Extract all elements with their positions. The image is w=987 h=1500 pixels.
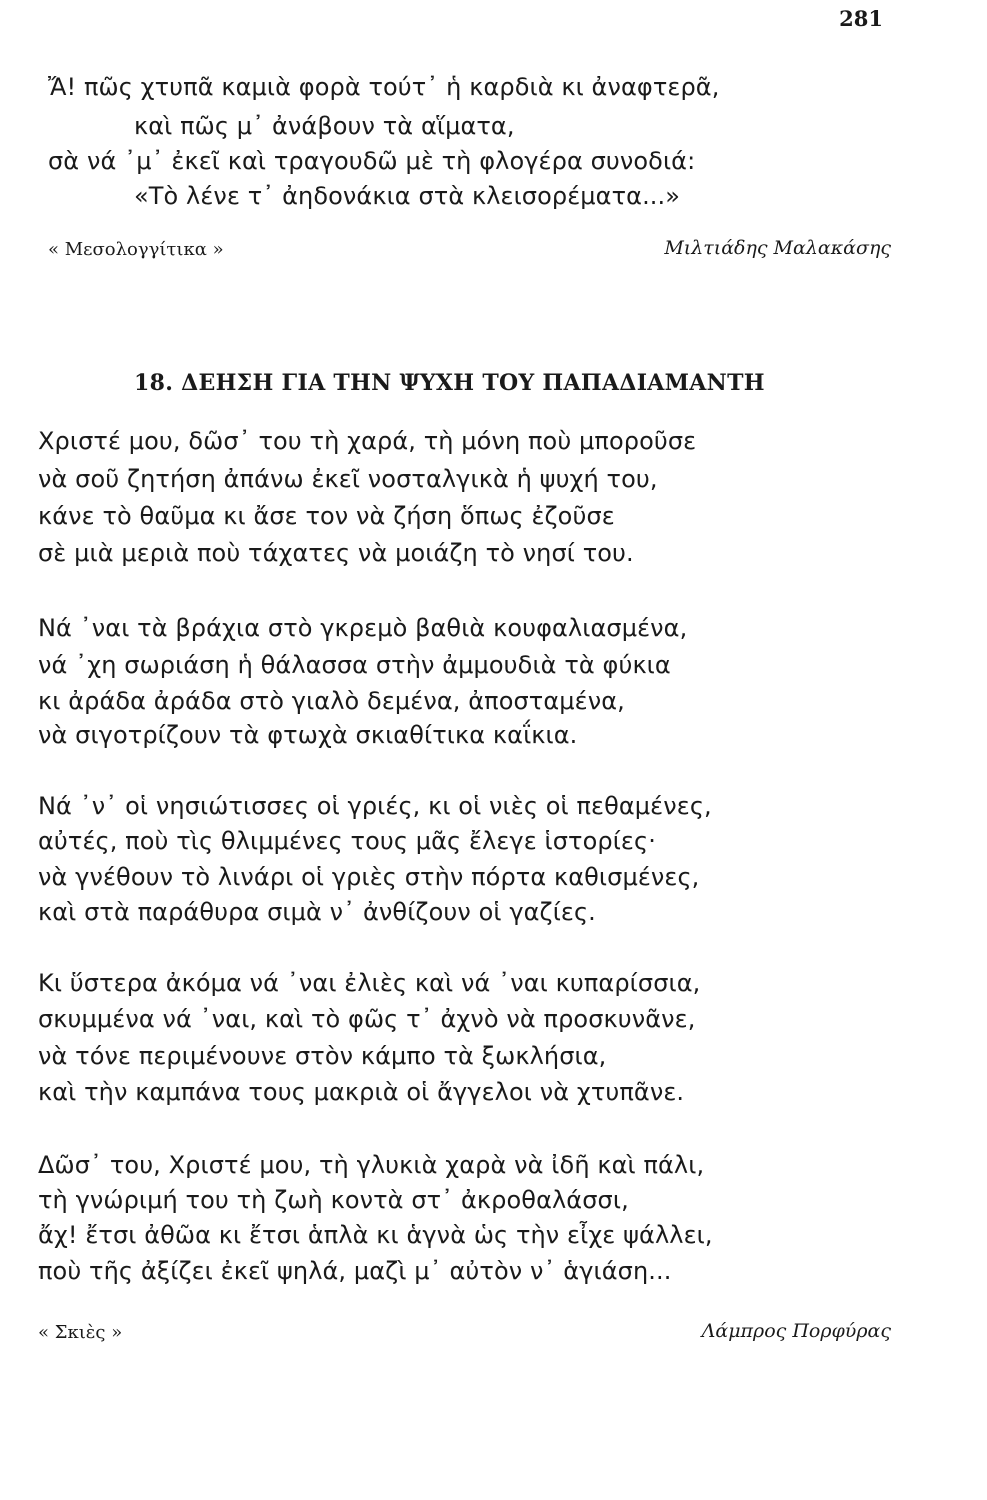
poem2-line: σκυμμένα νά ᾿ναι, καὶ τὸ φῶς τ᾿ ἀχνὸ νὰ προσκυνᾶνε, bbox=[38, 1005, 696, 1033]
poem2-line: νὰ γνέθουν τὸ λινάρι οἱ γριὲς στὴν πόρτα καθισμένες, bbox=[38, 863, 700, 891]
poem2-line: ποὺ τῆς ἀξίζει ἐκεῖ ψηλά, μαζὶ μ᾿ αὐτὸν ν᾿ ἁγιάση... bbox=[38, 1257, 672, 1285]
poem2-line: Δῶσ᾿ του, Χριστέ μου, τὴ γλυκιὰ χαρὰ νὰ ἰδῆ καὶ πάλι, bbox=[38, 1151, 705, 1179]
poem1-line-2: καὶ πῶς μ᾿ ἀνάβουν τὰ αἵματα, bbox=[134, 112, 515, 140]
poem2-line: καὶ στὰ παράθυρα σιμὰ ν᾿ ἀνθίζουν οἱ γαζίες. bbox=[38, 898, 596, 926]
poem2-line: κι ἀράδα ἀράδα στὸ γιαλὸ δεμένα, ἀποσταμένα, bbox=[38, 687, 625, 715]
poem2-line: τὴ γνώριμή του τὴ ζωὴ κοντὰ στ᾿ ἀκροθαλάσσι, bbox=[38, 1186, 629, 1214]
poem2-line: ἄχ! ἔτσι ἀθῶα κι ἔτσι ἁπλὰ κι ἁγνὰ ὡς τὴν εἶχε ψάλλει, bbox=[38, 1221, 713, 1249]
poem1-source: « Μεσολογγίτικα » bbox=[48, 239, 224, 260]
poem1-line-3: σὰ νά ᾿μ᾿ ἐκεῖ καὶ τραγουδῶ μὲ τὴ φλογέρα συνοδιά: bbox=[48, 147, 696, 175]
poem2-line: αὐτές, ποὺ τὶς θλιμμένες τους μᾶς ἔλεγε ἱστορίες· bbox=[38, 827, 656, 855]
page-number: 281 bbox=[839, 6, 883, 31]
poem2-line: κάνε τὸ θαῦμα κι ἄσε τον νὰ ζήση ὅπως ἐζοῦσε bbox=[38, 502, 615, 530]
poem1-line-1: Ἄ! πῶς χτυπᾶ καμιὰ φορὰ τούτ᾿ ἡ καρδιὰ κι ἀναφτερᾶ, bbox=[48, 73, 720, 101]
poem2-line: νὰ σιγοτρίζουν τὰ φτωχὰ σκιαθίτικα καΐκια. bbox=[38, 721, 578, 749]
poem2-line: Κι ὕστερα ἀκόμα νά ᾿ναι ἐλιὲς καὶ νά ᾿ναι κυπαρίσσια, bbox=[38, 969, 701, 997]
poem2-line: καὶ τὴν καμπάνα τους μακριὰ οἱ ἄγγελοι νὰ χτυπᾶνε. bbox=[38, 1078, 685, 1106]
poem2-line: Νά ᾿ν᾿ οἱ νησιώτισσες οἱ γριές, κι οἱ νιὲς οἱ πεθαμένες, bbox=[38, 792, 712, 820]
poem2-line: νὰ σοῦ ζητήση ἀπάνω ἐκεῖ νοσταλγικὰ ἡ ψυχή του, bbox=[38, 465, 658, 493]
poem2-author: Λάμπρος Πορφύρας bbox=[701, 1320, 891, 1342]
poem2-heading: 18. ΔΕΗΣΗ ΓΙΑ ΤΗΝ ΨΥΧΗ ΤΟΥ ΠΑΠΑΔΙΑΜΑΝΤΗ bbox=[134, 370, 765, 396]
poem1-author: Μιλτιάδης Μαλακάσης bbox=[664, 237, 891, 259]
poem2-line: νά ᾿χη σωριάση ἡ θάλασσα στὴν ἀμμουδιὰ τὰ φύκια bbox=[38, 651, 671, 679]
poem2-line: σὲ μιὰ μεριὰ ποὺ τάχατες νὰ μοιάζη τὸ νησί του. bbox=[38, 539, 634, 567]
poem2-source: « Σκιὲς » bbox=[38, 1322, 123, 1343]
poem2-line: νὰ τόνε περιμένουνε στὸν κάμπο τὰ ξωκλήσια, bbox=[38, 1042, 607, 1070]
poem1-line-4: «Τὸ λένε τ᾿ ἀηδονάκια στὰ κλεισορέματα...» bbox=[134, 182, 681, 210]
poem2-line: Νά ᾿ναι τὰ βράχια στὸ γκρεμὸ βαθιὰ κουφαλιασμένα, bbox=[38, 614, 688, 642]
poem2-line: Χριστέ μου, δῶσ᾿ του τὴ χαρά, τὴ μόνη ποὺ μποροῦσε bbox=[38, 427, 697, 455]
